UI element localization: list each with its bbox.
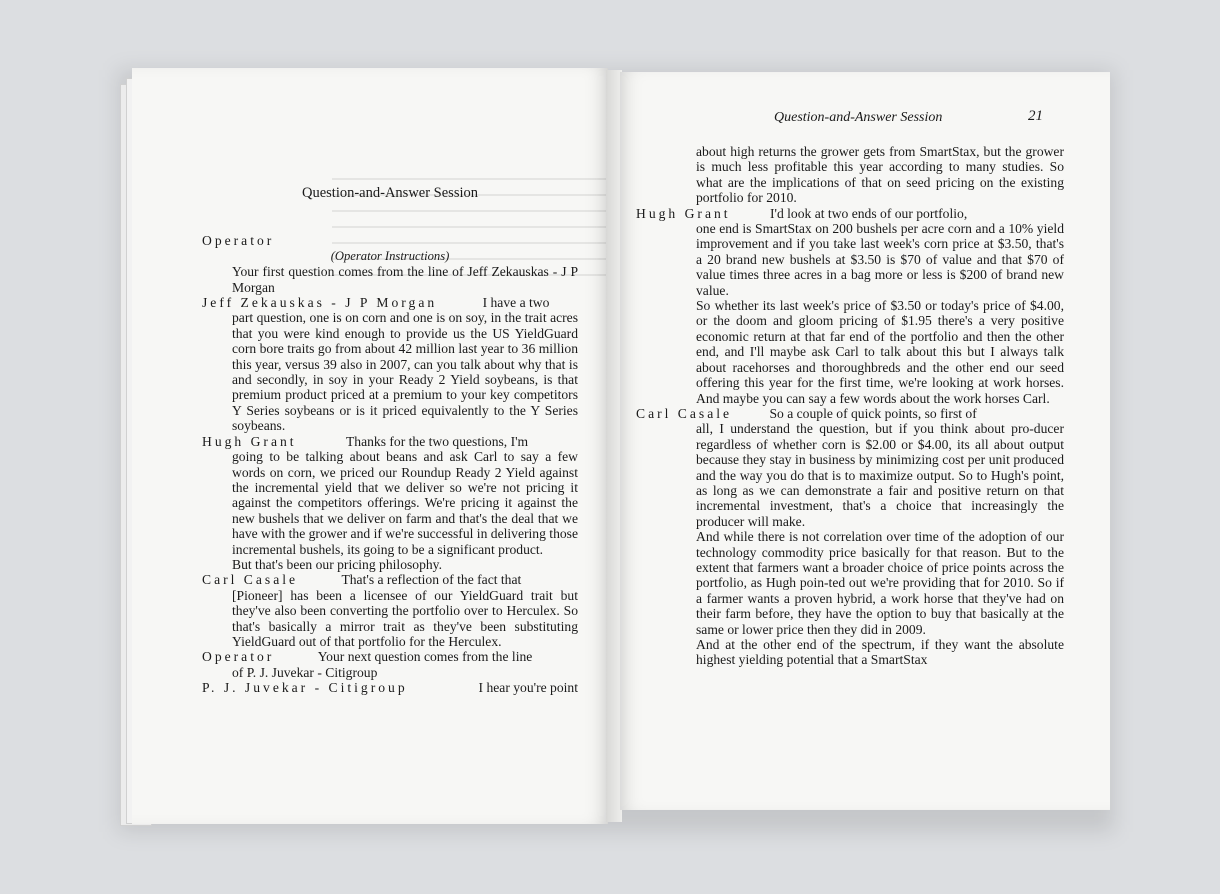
statement-body: So whether its last week's price of $3.50 or today's price of $4.00, or the doom and gloom pricing of $1.95 there's a very positive economic return at that far end of the portfolio and then the other end, and I'll maybe ask Carl to talk about this but I always talk about racehorses and thoroughbreds and the other end our seed offering this year for the first time, we're looking at work horses. And maybe you can say a few words about the work horses Carl. — [696, 298, 1064, 406]
left-page — [132, 68, 608, 824]
statement-lead: I hear you're point — [478, 680, 578, 696]
exchange-jeff — [202, 295, 578, 310]
speaker-carl-casale: Carl Casale — [202, 572, 299, 588]
statement-body: of P. J. Juvekar - Citigroup — [232, 664, 378, 680]
statement-lead: I'd look at two ends of our portfolio, — [769, 205, 968, 221]
statement-body: one end is SmartStax on 200 bushels per acre corn and a 10% yield improvement and if you take last week's corn price at $3.50, that's a 20 brand new bushels at $3.50 is $70 of value and that $70 of value times three acres in a bag more or less is $200 of brand new value. — [696, 221, 1064, 298]
statement-body: about high returns the grower gets from SmartStax, but the grower is much less profitable this year according to many studies. So what are the implications of that on seed pricing on the existing portfolio for 2010. — [696, 144, 1064, 206]
right-page-body — [636, 144, 1064, 668]
statement-body: all, I understand the question, but if you think about pro-ducer regardless of whether corn is $2.00 or $4.00, its all about output because they stay in business by minimizing cost per unit produced and the way you do that is to maximize output. So to Hugh's point, as long as we can demonstrate a fair and positive return on that incremental investment, that's a choice that increasingly the producer will make. — [696, 421, 1064, 529]
statement-lead: So a couple of quick points, so first of — [769, 405, 977, 421]
running-head: Question-and-Answer Session — [774, 110, 943, 125]
speaker-jeff-zekauskas: Jeff Zekauskas - J P Morgan — [202, 295, 438, 311]
statement-body: part question, one is on corn and one is on soy, in the trait acres that you were kind enough to provide us the US YieldGuard corn bore traits go from about 42 million last year to 36 million this year, versus 39 also in 2007, can you talk about why that is and secondly, in soy in your Ready 2 Yield soybeans, is that premium product priced at a premium to your key competitors Y Series soybeans or is it priced equivalently to the Y Series soybeans. — [232, 310, 578, 434]
speaker-hugh-grant: Hugh Grant — [636, 205, 731, 221]
exchange-carl — [636, 406, 1064, 421]
operator-instructions: (Operator Instructions) — [330, 248, 450, 263]
exchange-pj — [202, 680, 578, 695]
left-page-body — [202, 186, 578, 696]
statement-lead: I have a two — [482, 295, 550, 311]
statement-body: going to be talking about beans and ask Carl to say a few words on corn, we priced our Roundup Ready 2 Yield against the incremental yield that we deliver so we're not pricing it against the competitors offerings. We're pricing it against the new bushels that we deliver on farm and that's the deal that we have with the grower and if we're successful in delivering those incremental bushels, its going to be a significant product. — [232, 449, 578, 557]
statement-lead: Your next question comes from the line — [317, 649, 533, 665]
statement-lead: Thanks for the two questions, I'm — [345, 433, 529, 449]
speaker-hugh-grant: Hugh Grant — [202, 433, 297, 449]
section-title: Question-and-Answer Session — [302, 185, 478, 201]
exchange-carl — [202, 572, 578, 587]
speaker-pj-juvekar: P. J. Juvekar - Citigroup — [202, 680, 408, 696]
statement-lead: That's a reflection of the fact that — [341, 572, 522, 588]
speaker-carl-casale: Carl Casale — [636, 405, 733, 421]
right-page — [620, 72, 1110, 810]
exchange-hugh — [202, 434, 578, 449]
operator-statement: Your first question comes from the line of Jeff Zekauskas - J P Morgan — [232, 264, 578, 295]
statement-close: But that's been our pricing philosophy. — [232, 556, 442, 572]
speaker-operator: Operator — [202, 233, 275, 249]
statement-body: And at the other end of the spectrum, if they want the absolute highest yielding potential that a SmartStax — [696, 637, 1064, 668]
speaker-operator: Operator — [202, 649, 275, 665]
page-number: 21 — [1028, 108, 1043, 124]
exchange-operator — [202, 649, 578, 664]
statement-body: And while there is not correlation over time of the adoption of our technology commodity price basically for that reason. But to the extent that farmers want a broader choice of price points across the portfolio, as Hugh poin-ted out we're providing that for 2010. So if a farmer wants a proven hybrid, a work horse that they've had on their farm before, they have the option to buy that basically at the same or lower price then they did in 2009. — [696, 529, 1064, 637]
exchange-hugh — [636, 206, 1064, 221]
statement-body: [Pioneer] has been a licensee of our YieldGuard trait but they've also been converting the portfolio over to Herculex. So that's basically a mirror trait as they've been substituting YieldGuard out of that portfolio for the Herculex. — [232, 587, 578, 649]
